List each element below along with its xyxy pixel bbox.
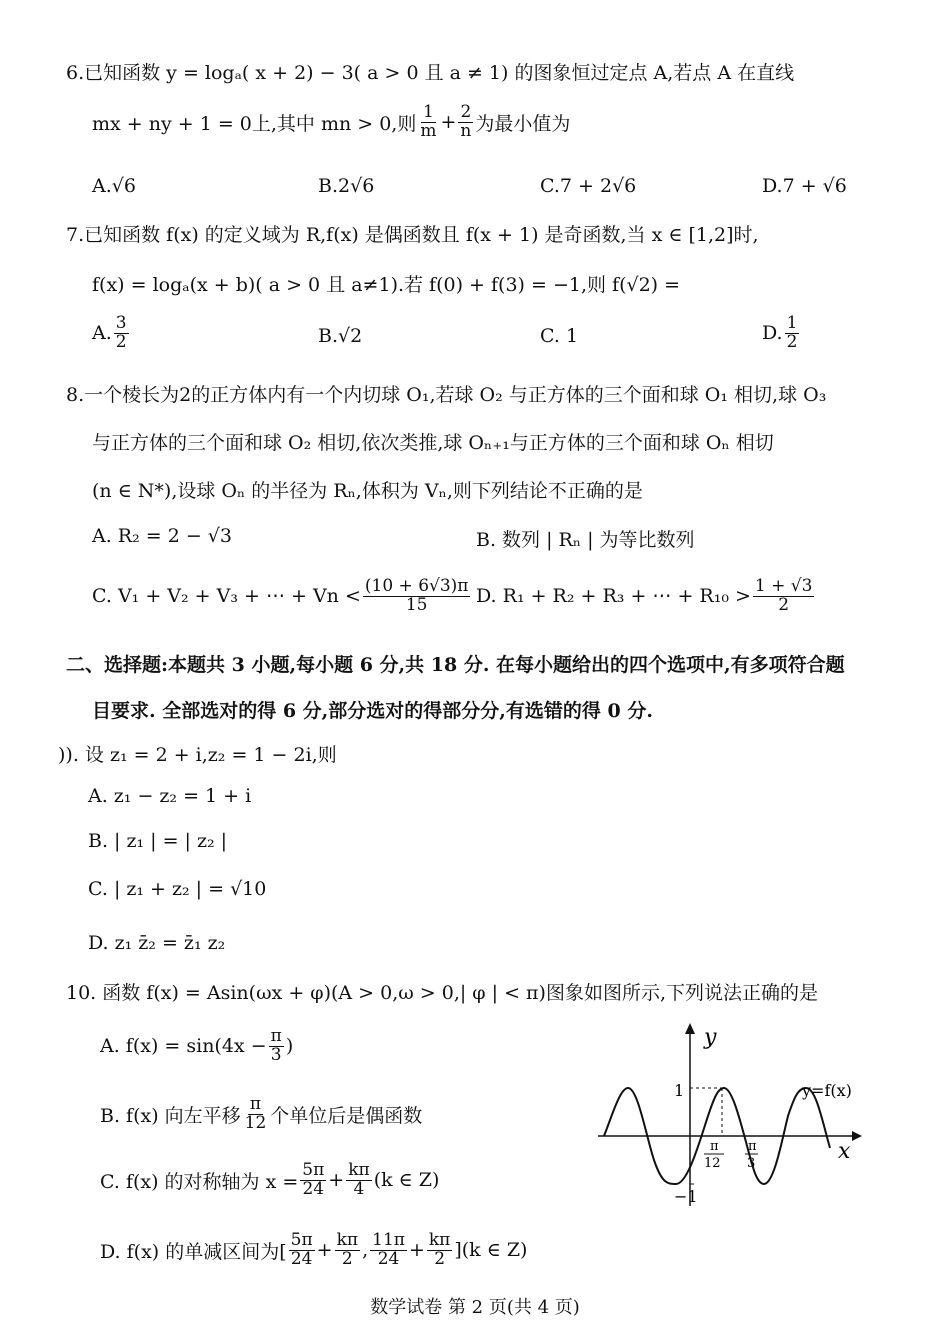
page-footer: 数学试卷 第 2 页(共 4 页) xyxy=(370,1297,580,1318)
graph-tick2-den: 3 xyxy=(747,1156,756,1171)
q7-option-a xyxy=(92,315,131,352)
q6-stem-line1: 6.已知函数 y = logₐ( x + 2) − 3( a > 0 且 a ≠ 1) 的图象恒过定点 A,若点 A 在直线 xyxy=(66,62,795,84)
q7-d-num: 1 xyxy=(786,313,798,333)
q10-d-num1: 5π xyxy=(290,1230,313,1250)
q8-c-num: (10 + 6√3)π xyxy=(364,576,469,596)
q9-option-a: A. z₁ − z₂ = 1 + i xyxy=(88,785,252,807)
q8-stem-line1: 8.一个棱长为2的正方体内有一个内切球 O₁,若球 O₂ 与正方体的三个面和球 O₁ 相切,球 O₃ xyxy=(66,384,827,406)
graph-tick2-num: π xyxy=(748,1139,757,1154)
q10-stem: 10. 函数 f(x) = Asin(ωx + φ)(A > 0,ω > 0,| φ | < π)图象如图所示,下列说法正确的是 xyxy=(66,982,818,1004)
q7-d-den: 2 xyxy=(786,331,798,352)
graph-y-label: y xyxy=(704,1025,717,1050)
graph-x-label: x xyxy=(838,1139,851,1164)
q8-option-d xyxy=(476,578,816,615)
q10-a-num: π xyxy=(270,1026,282,1046)
q6-frac1-num: 1 xyxy=(422,102,434,122)
section2-line1: 二、选择题:本题共 3 小题,每小题 6 分,共 18 分. 在每小题给出的四个选项中,有多项符合题 xyxy=(66,654,845,676)
q7-option-c: C. 1 xyxy=(540,325,579,347)
q8-d-den: 2 xyxy=(778,594,790,615)
q10-a-close: ) xyxy=(285,1035,294,1058)
q10-option-a xyxy=(100,1028,293,1065)
q7-option-d xyxy=(762,315,801,352)
q10-b-tail: 个单位后是偶函数 xyxy=(270,1104,423,1127)
q10-d-num2: kπ xyxy=(336,1230,359,1250)
q7-d-label: D. xyxy=(762,322,783,345)
q9-option-b: B. | z₁ | = | z₂ | xyxy=(88,830,228,852)
q10-d-tail: ](k ∈ Z) xyxy=(454,1239,528,1262)
q8-c-den: 15 xyxy=(405,594,428,615)
q9-option-c: C. | z₁ + z₂ | = √10 xyxy=(88,878,267,900)
q10-d-den1: 24 xyxy=(290,1248,313,1269)
q7-stem-line2: f(x) = logₐ(x + b)( a > 0 且 a≠1).若 f(0) + f(3) = −1,则 f(√2) = xyxy=(92,274,681,296)
q10-d-num4: kπ xyxy=(428,1230,451,1250)
q10-d-plus2: + xyxy=(408,1239,425,1262)
q10-d-den3: 24 xyxy=(377,1248,400,1269)
q6-frac2 xyxy=(458,104,473,141)
q6-frac2-num: 2 xyxy=(460,102,472,122)
q8-d-label: D. R₁ + R₂ + R₃ + ⋯ + R₁₀ > xyxy=(476,585,751,608)
graph-one-label: 1 xyxy=(674,1081,685,1100)
q8-option-a: A. R₂ = 2 − √3 xyxy=(92,525,233,547)
q8-c-label: C. V₁ + V₂ + V₃ + ⋯ + Vn < xyxy=(92,585,361,608)
q7-a-den: 2 xyxy=(115,331,127,352)
q6-line2-text: mx + ny + 1 = 0上,其中 mn > 0,则 xyxy=(92,112,417,135)
q6-frac2-den: n xyxy=(460,120,472,141)
q10-d-num3: 11π xyxy=(372,1230,405,1250)
q6-stem-line2: mx + ny + 1 = 0上,其中 mn > 0,则 $\frac{1}{m}$ + $\frac{2}{n}$ 为最小值为 xyxy=(92,102,571,141)
q10-graph xyxy=(590,1020,880,1210)
q6-line2-tail: 为最小值为 xyxy=(475,112,571,135)
graph-y-arrow-icon xyxy=(685,1023,695,1034)
q6-option-b: B.2√6 xyxy=(318,175,375,197)
q8-stem-line3: (n ∈ N*),设球 Oₙ 的半径为 Rₙ,体积为 Vₙ,则下列结论不正确的是 xyxy=(92,480,643,502)
q7-a-label: A. xyxy=(92,322,112,345)
q6-frac1-den: m xyxy=(420,120,437,141)
graph-neg-one-label: −1 xyxy=(674,1187,698,1206)
q10-option-c xyxy=(100,1162,439,1199)
q9-option-d: D. z₁ z̄₂ = z̄₁ z₂ xyxy=(88,932,226,954)
graph-tick1-num: π xyxy=(710,1139,719,1154)
graph-tick1-den: 12 xyxy=(704,1156,721,1171)
q7-stem-line1: 7.已知函数 f(x) 的定义域为 R,f(x) 是偶函数且 f(x + 1) 是奇函数,当 x ∈ [1,2]时, xyxy=(66,224,759,246)
q10-c-num2: kπ xyxy=(348,1160,370,1180)
q10-option-d xyxy=(100,1232,527,1269)
q10-d-text: D. f(x) 的单减区间为[ xyxy=(100,1240,287,1263)
q10-c-plus: + xyxy=(328,1169,345,1192)
q10-d-comma: , xyxy=(362,1239,369,1262)
q8-option-b: B. 数列 | Rₙ | 为等比数列 xyxy=(476,529,695,551)
q6-option-a: A.√6 xyxy=(92,175,136,197)
q10-a-den: 3 xyxy=(270,1044,282,1065)
q10-a-label: A. f(x) = sin(4x − xyxy=(100,1035,267,1058)
section2-line2: 目要求. 全部选对的得 6 分,部分选对的得部分分,有选错的得 0 分. xyxy=(92,700,653,722)
q10-d-den4: 2 xyxy=(434,1248,446,1269)
q10-c-den1: 24 xyxy=(302,1178,325,1199)
q6-option-c: C.7 + 2√6 xyxy=(540,175,637,197)
q8-d-num: 1 + √3 xyxy=(754,576,813,596)
q6-option-d: D.7 + √6 xyxy=(762,175,847,197)
q10-option-b xyxy=(100,1096,422,1133)
graph-x-arrow-icon xyxy=(852,1131,862,1141)
q10-c-num1: 5π xyxy=(302,1160,325,1180)
q9-stem: )). 设 z₁ = 2 + i,z₂ = 1 − 2i,则 xyxy=(58,744,337,766)
q10-c-den2: 4 xyxy=(353,1178,365,1199)
q7-option-b: B.√2 xyxy=(318,325,363,347)
q10-d-den2: 2 xyxy=(341,1248,353,1269)
q8-stem-line2: 与正方体的三个面和球 O₂ 相切,依次类推,球 Oₙ₊₁与正方体的三个面和球 Oₙ 相切 xyxy=(92,432,774,454)
q10-c-tail: (k ∈ Z) xyxy=(373,1169,440,1192)
graph-curve-label: y=f(x) xyxy=(802,1081,852,1100)
q7-a-num: 3 xyxy=(115,313,127,333)
q10-d-plus1: + xyxy=(316,1239,333,1262)
q10-b-den: 12 xyxy=(244,1112,267,1133)
q6-frac1 xyxy=(418,104,438,141)
q10-b-num: π xyxy=(249,1094,262,1114)
q8-option-c xyxy=(92,578,472,615)
q10-c-text: C. f(x) 的对称轴为 x = xyxy=(100,1170,299,1193)
q10-b-text: B. f(x) 向左平移 xyxy=(100,1104,241,1127)
